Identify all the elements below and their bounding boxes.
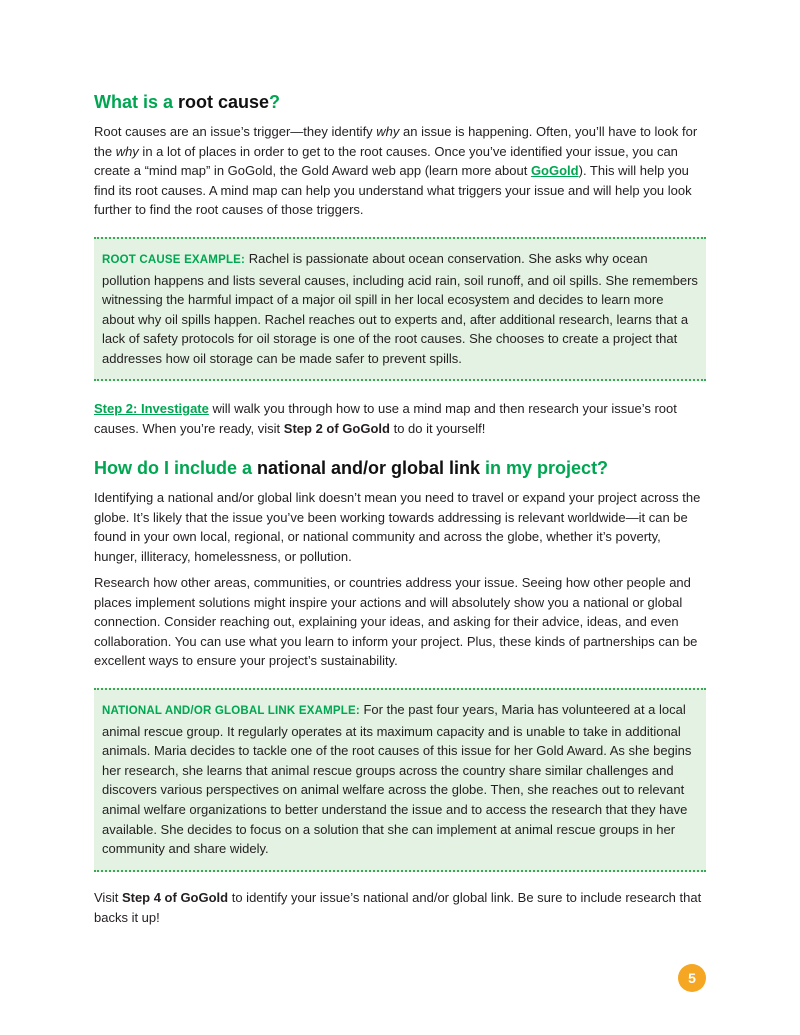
global-link-example-callout xyxy=(94,688,706,872)
text: in a lot of places in order to get to the root causes. Once you’ve identified your issue, you can create a “mind map” in GoGold, the Gold Award web app (learn more about xyxy=(94,143,678,179)
step2-investigate-link[interactable]: Step 2: Investigate xyxy=(94,401,209,416)
heading-part: ? xyxy=(269,92,281,112)
section-heading-root-cause xyxy=(94,90,706,114)
root-cause-example-callout xyxy=(94,237,706,381)
text: Root causes are an issue’s trigger—they identify xyxy=(94,124,377,139)
callout-body: Rachel is passionate about ocean conservation. She asks why ocean pollution happens and lists several causes, including acid rain, soil runoff, and oil spills. She remembers witnessing the harmful impact of a major oil spill in her local ecosystem and decides to learn more about why oil spills happen. Rachel reaches out to experts and, after additional research, learns that a lack of safety protocols for oil storage is one of the root causes. She chooses to create a project that addresses how oil storage can be made safer to prevent spills. xyxy=(102,251,698,366)
global-link-paragraph-1: Identifying a national and/or global link doesn’t mean you need to travel or expand your project across the globe. It’s likely that the issue you’ve been working towards addressing is relevant worldwide—it can be found in your own local, regional, or national community and across the globe, whether it’s poverty, hunger, illiteracy, homelessness, or pollution. xyxy=(94,490,701,564)
page-number-badge: 5 xyxy=(678,964,706,992)
text: Visit xyxy=(94,890,122,905)
heading-emphasis: root cause xyxy=(178,92,270,112)
bold-text: Step 2 of GoGold xyxy=(283,420,390,436)
step4-paragraph xyxy=(94,888,706,927)
text: an issue is happening. Often, you’ll have to look for the xyxy=(94,124,698,159)
text: ). This will help you find its root causes. A mind map can help you understand what triggers your issue and will help you look further to find the root causes of those triggers. xyxy=(94,163,692,218)
callout-text xyxy=(102,700,698,859)
text: to do it yourself! xyxy=(389,420,486,436)
text: to identify your issue’s national and/or global link. Be sure to include research that backs it up! xyxy=(94,890,702,925)
callout-text xyxy=(102,249,698,369)
heading-part: What is a xyxy=(94,92,179,112)
italic-text: why xyxy=(376,124,400,139)
callout-lead: ROOT CAUSE EXAMPLE: xyxy=(102,254,246,266)
section-heading-global-link xyxy=(94,456,706,480)
global-link-paragraph-2: Research how other areas, communities, or countries address your issue. Seeing how other people and places implement solutions might inspire your actions and will absolutely show you a national or global connection. Consider reaching out, explaining your ideas, and asking for their advice, ideas, and even collaboration. You can use what you learn to inform your project. Plus, these kinds of partnerships can be excellent ways to ensure your project’s sustainability. xyxy=(94,575,698,669)
callout-body: For the past four years, Maria has volunteered at a local animal rescue group. It regularly operates at its maximum capacity and is unable to take in additional animals. Maria decides to tackle one of the root causes of this issue for her Gold Award. As she begins her research, she learns that animal rescue groups across the country share similar challenges and discovers various perspectives on animal welfare across the globe. Then, she reaches out to relevant animal welfare organizations to better understand the issue and to access the research that they have available. She decides to focus on a solution that she can implement at animal rescue groups in her community and share widely. xyxy=(102,702,692,857)
italic-text: why xyxy=(115,143,139,159)
heading-part: How do I include a xyxy=(94,458,258,478)
heading-part: in my project? xyxy=(480,458,609,478)
text: will walk you through how to use a mind map and then research your issue’s root causes. When you’re ready, visit xyxy=(94,401,677,436)
root-cause-paragraph xyxy=(94,122,706,220)
gogold-link[interactable]: GoGold xyxy=(530,163,579,179)
callout-lead: NATIONAL AND/OR GLOBAL LINK EXAMPLE: xyxy=(102,705,360,717)
heading-emphasis: national and/or global link xyxy=(257,458,481,478)
bold-text: Step 4 of GoGold xyxy=(121,890,229,905)
step2-paragraph xyxy=(94,399,706,438)
